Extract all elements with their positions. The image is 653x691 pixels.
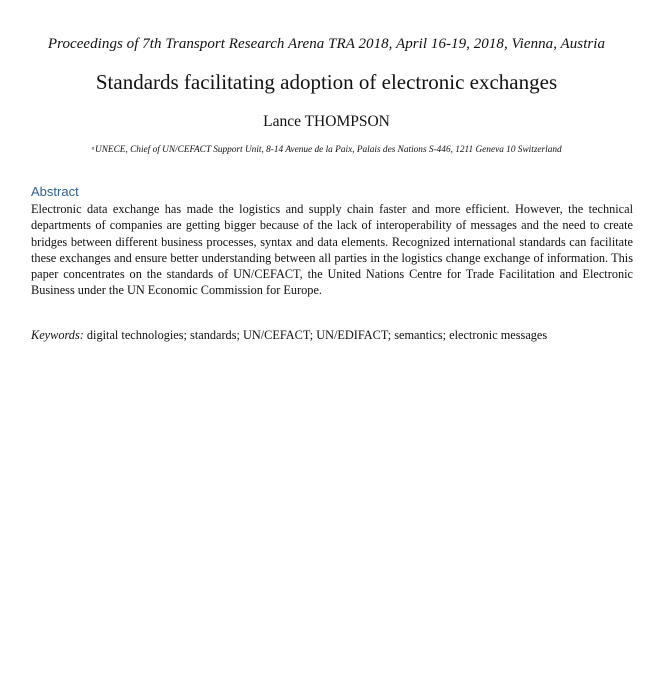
abstract-heading: Abstract — [31, 184, 79, 199]
author-affiliation: ᵃUNECE, Chief of UN/CEFACT Support Unit, 8-14 Avenue de la Paix, Palais des Nations S-446, 1211 Geneva 10 Switzerland — [91, 145, 562, 155]
abstract-body: Electronic data exchange has made the logistics and supply chain faster and more efficient. However, the technical departments of companies are getting bigger because of the lack of interoperability of messages and the need to create bridges between different business processes, syntax and data elements. Recognized international standards can facilitate these exchanges and ensure better understanding between all parties in the logistics change exchange of information. This paper concentrates on the standards of UN/CEFACT, the United Nations Centre for Trade Facilitation and Electronic Business under the UN Economic Commission for Europe. — [31, 202, 633, 298]
paper-title: Standards facilitating adoption of electronic exchanges — [95, 70, 558, 94]
author-name: Lance THOMPSON — [263, 113, 390, 130]
keywords-label: Keywords: — [31, 328, 84, 342]
keywords-line — [31, 327, 633, 343]
proceedings-header: Proceedings of 7th Transport Research Arena TRA 2018, April 16-19, 2018, Vienna, Austria — [47, 36, 606, 52]
keywords-text: digital technologies; standards; UN/CEFACT; UN/EDIFACT; semantics; electronic messages — [86, 328, 548, 342]
